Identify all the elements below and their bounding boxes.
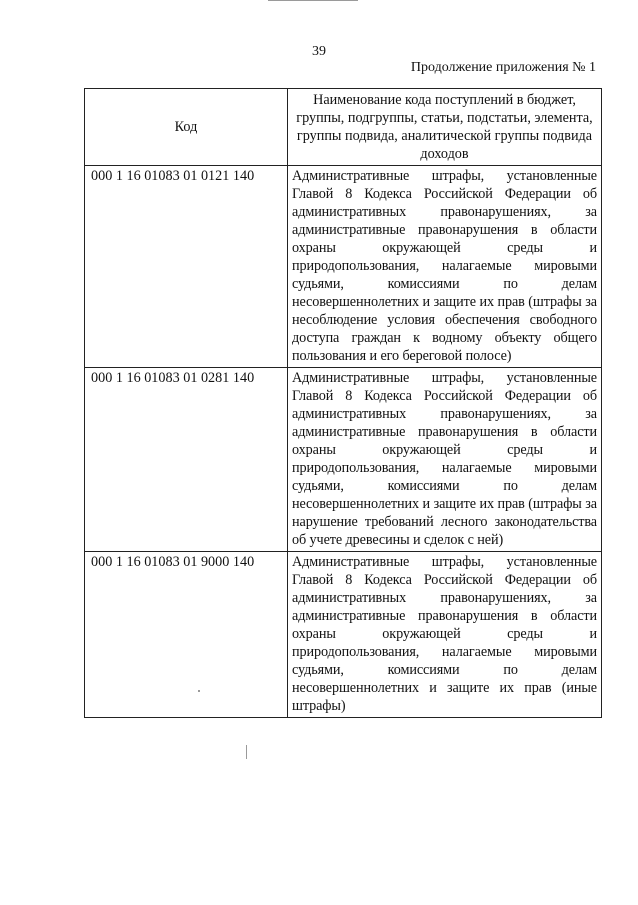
table-header-row xyxy=(85,89,602,166)
column-header-name: Наименование кода поступлений в бюджет, группы, подгруппы, статьи, подстатьи, элемента, группы подвида, аналитической группы подвида доходов xyxy=(288,89,602,166)
revenue-code-cell: 000 1 16 01083 01 0281 140 xyxy=(85,368,288,552)
revenue-name-cell: Административные штрафы, установленные Главой 8 Кодекса Российской Федерации об административных правонарушениях, за административные правонарушения в области охраны окружающей среды и природопользования, налагаемые мировыми судьями, комиссиями по делам несовершеннолетних и защите их прав (штрафы за нарушение требований лесного законодательства об учете древесины и сделок с ней) xyxy=(288,368,602,552)
scan-artifact xyxy=(198,690,200,692)
revenue-name-cell: Административные штрафы, установленные Главой 8 Кодекса Российской Федерации об административных правонарушениях, за административные правонарушения в области охраны окружающей среды и природопользования, налагаемые мировыми судьями, комиссиями по делам несовершеннолетних и защите их прав (штрафы за несоблюдение условия обеспечения свободного доступа граждан к водному объекту общего пользования и его береговой полосе) xyxy=(288,166,602,368)
scan-artifact xyxy=(268,0,358,1)
table-row xyxy=(85,368,602,552)
revenue-code-cell: 000 1 16 01083 01 0121 140 xyxy=(85,166,288,368)
page-number: 39 xyxy=(312,44,326,59)
revenue-codes-table xyxy=(84,88,602,718)
scan-artifact xyxy=(246,745,247,759)
table-row xyxy=(85,552,602,718)
revenue-code-cell: 000 1 16 01083 01 9000 140 xyxy=(85,552,288,718)
table-row xyxy=(85,166,602,368)
appendix-continuation-label: Продолжение приложения № 1 xyxy=(410,60,596,75)
revenue-name-cell: Административные штрафы, установленные Главой 8 Кодекса Российской Федерации об административных правонарушениях, за административные правонарушения в области охраны окружающей среды и природопользования, налагаемые мировыми судьями, комиссиями по делам несовершеннолетних и защите их прав (иные штрафы) xyxy=(288,552,602,718)
column-header-code: Код xyxy=(85,89,288,166)
